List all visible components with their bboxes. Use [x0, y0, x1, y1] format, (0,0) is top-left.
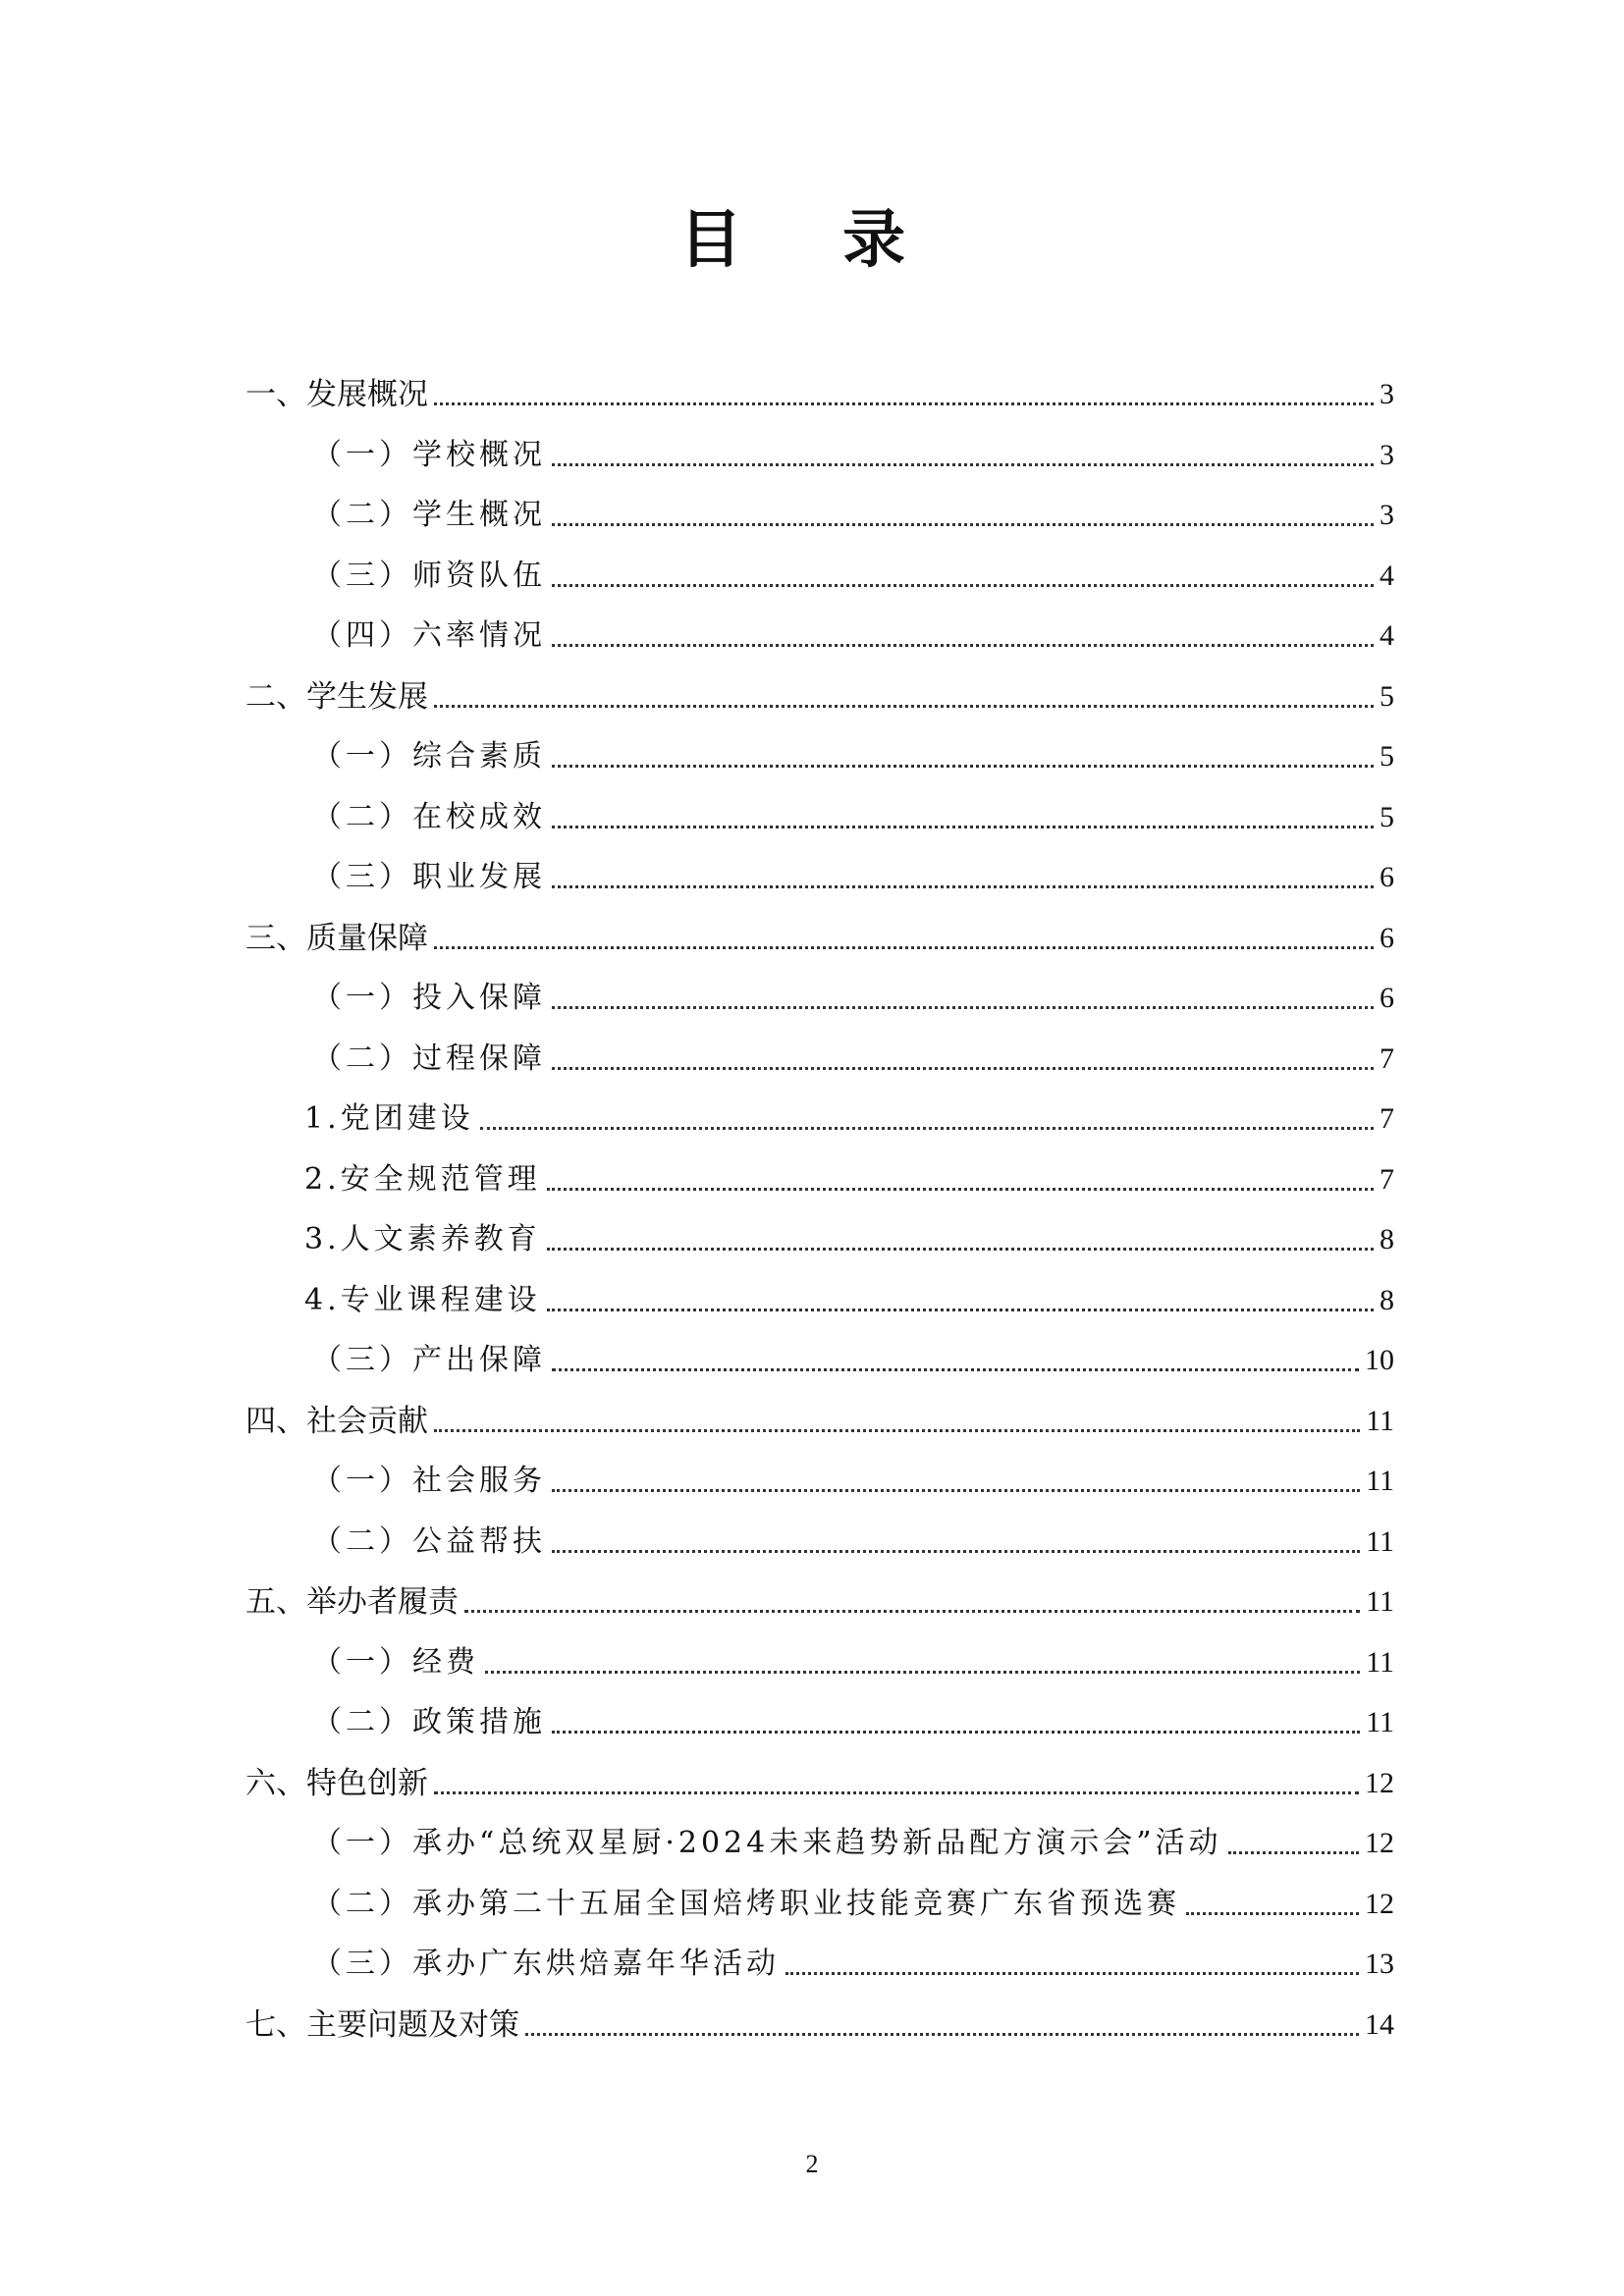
toc-entry-label: （二）在校成效 [312, 799, 546, 834]
toc-entry-label: （三）职业发展 [312, 860, 546, 894]
toc-entry-page: 8 [1380, 1223, 1394, 1255]
toc-entry-label: 七、主要问题及对策 [245, 2006, 519, 2043]
toc-dot-leader [1186, 1911, 1359, 1915]
toc-dot-leader [552, 1549, 1360, 1553]
toc-entry[interactable] [312, 1319, 1394, 1380]
toc-entry-page: 4 [1380, 619, 1394, 652]
toc-dot-leader [552, 825, 1374, 828]
toc-entry-page: 7 [1380, 1102, 1394, 1135]
toc-entry[interactable] [312, 1802, 1394, 1863]
toc-entry-label: （二）学生概况 [312, 498, 546, 532]
toc-entry-label: 一、发展概况 [245, 377, 428, 412]
toc-entry-page: 6 [1380, 982, 1394, 1014]
toc-entry-page: 8 [1380, 1283, 1394, 1316]
toc-entry[interactable] [312, 474, 1394, 535]
toc-entry[interactable] [312, 716, 1394, 776]
toc-entry-page: 6 [1380, 921, 1394, 954]
toc-entry[interactable] [312, 1682, 1394, 1742]
toc-entry[interactable] [312, 1018, 1394, 1079]
toc-entry-label: （三）承办广东烘焙嘉年华活动 [312, 1947, 780, 1981]
toc-dot-leader [552, 1488, 1360, 1492]
toc-entry-label: （二）公益帮扶 [312, 1523, 546, 1559]
toc-dot-leader [552, 764, 1374, 768]
toc-dot-leader [552, 1066, 1374, 1070]
toc-entry-page: 6 [1380, 861, 1394, 893]
toc-entry-page: 13 [1365, 1948, 1394, 1980]
toc-entry[interactable] [312, 595, 1394, 656]
toc-dot-leader [552, 884, 1374, 888]
toc-dot-leader [434, 401, 1374, 405]
toc-entry[interactable] [312, 1923, 1394, 1984]
toc-entry-label: 4.专业课程建设 [304, 1282, 541, 1317]
toc-entry-label: 2.安全规范管理 [304, 1161, 541, 1197]
toc-dot-leader [434, 945, 1374, 949]
toc-entry-page: 11 [1366, 1404, 1394, 1437]
toc-entry[interactable] [245, 1561, 1394, 1622]
toc-entry[interactable] [312, 535, 1394, 596]
toc-entry-label: 三、质量保障 [245, 920, 428, 956]
toc-entry-page: 10 [1365, 1344, 1394, 1376]
toc-entry[interactable] [304, 1259, 1394, 1320]
toc-entry[interactable] [304, 1078, 1394, 1139]
toc-entry-label: （一）投入保障 [312, 981, 546, 1015]
page-number: 2 [805, 2150, 819, 2178]
toc-entry[interactable] [312, 1863, 1394, 1924]
toc-entry-label: （一）学校概况 [312, 437, 546, 472]
toc-entry-page: 11 [1366, 1706, 1394, 1738]
toc-entry[interactable] [312, 1440, 1394, 1501]
toc-entry[interactable] [245, 1984, 1394, 2045]
toc-entry-page: 7 [1380, 1041, 1394, 1075]
toc-dot-leader [434, 1790, 1359, 1794]
toc-dot-leader [525, 2032, 1359, 2036]
toc-dot-leader [434, 1428, 1360, 1432]
toc-entry[interactable] [312, 776, 1394, 837]
toc-entry-page: 12 [1365, 1827, 1394, 1859]
toc-entry-label: 五、举办者履责 [245, 1584, 459, 1620]
toc-entry-label: （三）师资队伍 [312, 558, 546, 593]
toc-entry[interactable] [312, 836, 1394, 897]
toc-dot-leader [480, 1126, 1374, 1130]
toc-entry-label: 二、学生发展 [245, 678, 428, 715]
toc-entry-label: 六、特色创新 [245, 1765, 428, 1801]
toc-entry-label: （二）政策措施 [312, 1705, 546, 1739]
toc-dot-leader [434, 704, 1374, 708]
toc-dot-leader [552, 643, 1374, 647]
toc-entry-label: （四）六率情况 [312, 618, 546, 653]
toc-entry-page: 11 [1366, 1465, 1394, 1497]
toc-entry-page: 11 [1366, 1524, 1394, 1558]
toc-entry-label: （一）社会服务 [312, 1464, 546, 1498]
toc-dot-leader [547, 1308, 1374, 1311]
toc-entry[interactable] [245, 897, 1394, 958]
toc-entry-label: （一）承办“总统双星厨·2024未来趋势新品配方演示会”活动 [312, 1826, 1222, 1860]
toc-entry-page: 3 [1380, 438, 1394, 471]
toc-entry-page: 12 [1365, 1887, 1394, 1920]
toc-entry-label: 1.党团建设 [304, 1101, 474, 1136]
toc-dot-leader [552, 522, 1374, 526]
toc-entry[interactable] [304, 1139, 1394, 1200]
toc-entry[interactable] [245, 1742, 1394, 1803]
toc-entry[interactable] [312, 414, 1394, 475]
toc-entry[interactable] [245, 1380, 1394, 1441]
toc-entry-label: （二）承办第二十五届全国焙烤职业技能竞赛广东省预选赛 [312, 1886, 1180, 1921]
toc-dot-leader [1228, 1850, 1359, 1854]
toc-entry-page: 11 [1366, 1585, 1394, 1618]
toc-entry[interactable] [312, 957, 1394, 1018]
toc-entry-label: 3.人文素养教育 [304, 1222, 541, 1256]
toc-entry-label: （一）经费 [312, 1644, 479, 1680]
toc-entry-page: 3 [1380, 378, 1394, 410]
toc-entry-label: （一）综合素质 [312, 739, 546, 774]
toc-entry[interactable] [245, 656, 1394, 717]
toc-dot-leader [552, 583, 1374, 587]
toc-entry-page: 5 [1380, 800, 1394, 833]
toc-entry[interactable] [312, 1622, 1394, 1682]
toc-entry[interactable] [245, 353, 1394, 414]
toc-entry-page: 11 [1366, 1645, 1394, 1679]
toc-entry-label: （二）过程保障 [312, 1041, 546, 1076]
toc-entry-page: 5 [1380, 740, 1394, 773]
toc-dot-leader [552, 1005, 1374, 1009]
toc-entry[interactable] [312, 1501, 1394, 1562]
toc-entry-page: 5 [1380, 679, 1394, 713]
toc-dot-leader [552, 462, 1374, 466]
toc-dot-leader [464, 1609, 1360, 1613]
toc-entry-label: （三）产出保障 [312, 1343, 546, 1377]
toc-entry-label: 四、社会贡献 [245, 1403, 428, 1439]
toc-entry-page: 4 [1380, 559, 1394, 592]
toc-dot-leader [485, 1670, 1360, 1674]
toc-entry-page: 3 [1380, 499, 1394, 531]
toc-entry[interactable] [304, 1199, 1394, 1259]
toc-dot-leader [547, 1187, 1374, 1191]
toc-dot-leader [552, 1367, 1359, 1371]
toc-entry-page: 14 [1365, 2007, 1394, 2041]
toc-dot-leader [552, 1730, 1360, 1734]
toc-dot-leader [547, 1247, 1374, 1251]
toc-entry-page: 7 [1380, 1162, 1394, 1196]
toc-dot-leader [785, 1971, 1359, 1975]
page-title: 目 录 [678, 204, 946, 277]
toc-entry-page: 12 [1365, 1766, 1394, 1799]
